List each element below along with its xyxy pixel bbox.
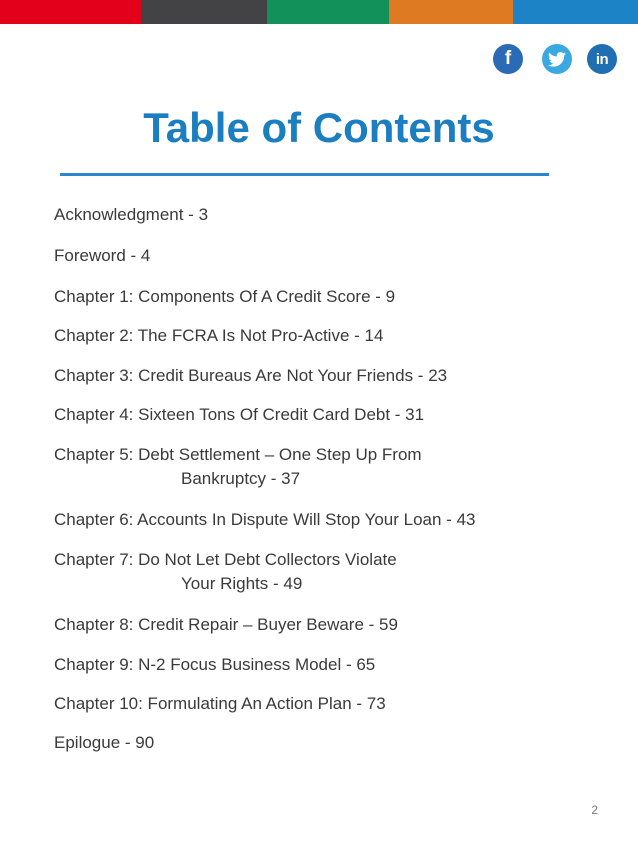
- toc-entry[interactable]: [54, 508, 475, 532]
- page-number: 2: [591, 803, 598, 817]
- toc-entry-text: Epilogue - 90: [54, 733, 155, 752]
- toc-entry-text: Chapter 6: Accounts In Dispute Will Stop Your Loan - 43: [54, 510, 476, 529]
- toc-entry-text: Chapter 2: The FCRA Is Not Pro-Active - 14: [54, 326, 384, 345]
- toc-entry-text: Chapter 8: Credit Repair – Buyer Beware - 59: [54, 615, 398, 634]
- toc-entry-continuation: Your Rights - 49: [181, 574, 303, 593]
- toc-entry[interactable]: [54, 203, 208, 227]
- page-title: Table of Contents: [143, 104, 495, 151]
- toc-entry[interactable]: [54, 244, 150, 268]
- title-divider: [60, 173, 549, 176]
- top-color-bar: [0, 0, 638, 24]
- toc-entry[interactable]: [54, 692, 386, 716]
- toc-entry-text: Chapter 9: N-2 Focus Business Model - 65: [54, 655, 376, 674]
- color-bar-red: [0, 0, 141, 24]
- linkedin-link[interactable]: [587, 44, 617, 74]
- toc-entry[interactable]: [54, 324, 383, 348]
- toc-entry-text: Acknowledgment - 3: [54, 205, 209, 224]
- toc-entry-text: Chapter 5: Debt Settlement – One Step Up From: [54, 445, 422, 464]
- toc-entry-continuation: Bankruptcy - 37: [181, 469, 301, 488]
- color-bar-gray: [141, 0, 267, 24]
- color-bar-green: [267, 0, 389, 24]
- toc-entry-text: Chapter 3: Credit Bureaus Are Not Your Friends - 23: [54, 366, 448, 385]
- linkedin-icon: [587, 44, 617, 74]
- toc-entry-text: Chapter 7: Do Not Let Debt Collectors Violate: [54, 550, 397, 569]
- facebook-icon: [493, 44, 523, 74]
- toc-entry-text: Chapter 10: Formulating An Action Plan - 73: [54, 694, 386, 713]
- color-bar-orange: [389, 0, 513, 24]
- color-bar-blue: [513, 0, 638, 24]
- facebook-link[interactable]: [493, 44, 523, 74]
- facebook-glyph: f: [504, 48, 512, 69]
- toc-entry-text: Foreword - 4: [54, 246, 151, 265]
- toc-entry[interactable]: [54, 731, 154, 755]
- toc-entry[interactable]: [54, 364, 447, 388]
- toc-entry-text: Chapter 1: Components Of A Credit Score - 9: [54, 287, 396, 306]
- toc-entry[interactable]: [54, 285, 395, 309]
- linkedin-glyph: in: [595, 50, 609, 68]
- toc-entry[interactable]: [54, 653, 375, 677]
- twitter-link[interactable]: [542, 44, 572, 74]
- toc-entry[interactable]: [54, 403, 424, 427]
- toc-entry[interactable]: [54, 613, 398, 637]
- toc-entry-text: Chapter 4: Sixteen Tons Of Credit Card Debt - 31: [54, 405, 425, 424]
- toc-entry[interactable]: [54, 548, 397, 596]
- twitter-icon: [542, 44, 572, 74]
- toc-entry[interactable]: [54, 443, 422, 491]
